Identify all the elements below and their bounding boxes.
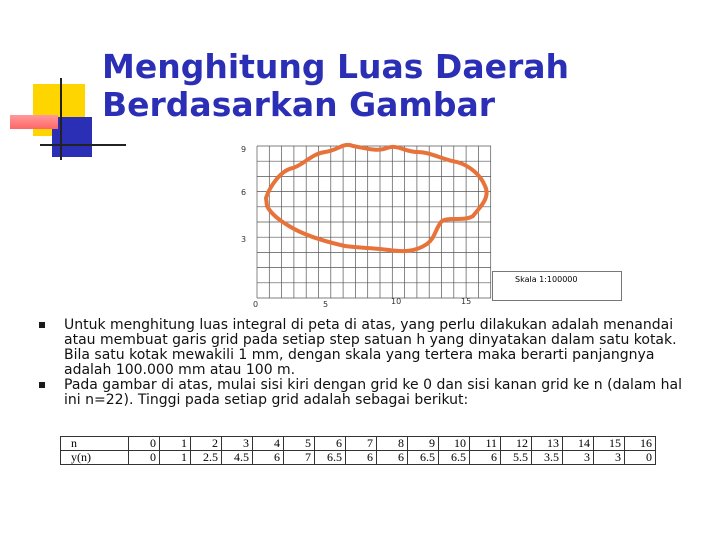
x-tick-15: 15 xyxy=(461,297,472,306)
height-table xyxy=(60,436,656,465)
square-bullet-icon xyxy=(39,382,45,388)
table-cell-n: 13 xyxy=(532,437,563,451)
table-cell-n: 3 xyxy=(222,437,253,451)
table-cell-n: 16 xyxy=(625,437,656,451)
table-cell-n: 15 xyxy=(594,437,625,451)
y-tick-6: 6 xyxy=(241,188,247,197)
table-cell-y: 2.5 xyxy=(191,451,222,465)
table-cell-y: 6 xyxy=(346,451,377,465)
x-tick-0: 0 xyxy=(253,300,259,309)
table-cell-y: 6.5 xyxy=(439,451,470,465)
slide-title-line-1: Menghitung Luas Daerah xyxy=(102,47,570,86)
decor-blue-square xyxy=(52,117,92,157)
table-cell-y: 0 xyxy=(625,451,656,465)
table-cell-y: 4.5 xyxy=(222,451,253,465)
table-cell-n: 14 xyxy=(563,437,594,451)
table-cell-y: 6.5 xyxy=(408,451,439,465)
table-cell-n: 0 xyxy=(129,437,160,451)
scale-box xyxy=(492,271,622,301)
table-cell-y: 7 xyxy=(284,451,315,465)
scale-label: Skala 1:100000 xyxy=(515,275,578,284)
table-cell-y: 1 xyxy=(160,451,191,465)
y-tick-9: 9 xyxy=(241,145,247,154)
table-cell-y: 6.5 xyxy=(315,451,346,465)
table-cell-y: 6 xyxy=(470,451,501,465)
table-cell-n: 8 xyxy=(377,437,408,451)
y-tick-3: 3 xyxy=(241,235,247,244)
table-cell-n: 10 xyxy=(439,437,470,451)
table-row-y xyxy=(61,451,656,465)
table-cell-y: 6 xyxy=(377,451,408,465)
bullet-list xyxy=(38,318,698,408)
table-cell-y: 0 xyxy=(129,451,160,465)
bullet-text: Pada gambar di atas, mulai sisi kiri dengan grid ke 0 dan sisi kanan grid ke n (dalam hal ini n=22). Tinggi pada setiap grid adalah sebagai berikut: xyxy=(64,377,682,408)
decor-vertical-line xyxy=(60,78,62,160)
table-cell-y: 3 xyxy=(594,451,625,465)
table-row-n xyxy=(61,437,656,451)
table-cell-y: 5.5 xyxy=(501,451,532,465)
table-cell-n: 7 xyxy=(346,437,377,451)
decor-red-bar xyxy=(10,115,58,129)
table-cell-n: 5 xyxy=(284,437,315,451)
table-cell-n: 4 xyxy=(253,437,284,451)
bullet-item xyxy=(38,318,698,378)
table-cell-n: 6 xyxy=(315,437,346,451)
slide-title xyxy=(102,48,569,124)
grid-map-figure xyxy=(235,140,495,312)
row-label-y: y(n) xyxy=(61,451,129,465)
table-cell-n: 9 xyxy=(408,437,439,451)
table-cell-n: 12 xyxy=(501,437,532,451)
square-bullet-icon xyxy=(39,322,45,328)
row-label-n: n xyxy=(61,437,129,451)
table-cell-n: 2 xyxy=(191,437,222,451)
table-cell-n: 1 xyxy=(160,437,191,451)
table-cell-y: 3.5 xyxy=(532,451,563,465)
x-tick-10: 10 xyxy=(391,297,402,306)
table-cell-y: 6 xyxy=(253,451,284,465)
bullet-text: Untuk menghitung luas integral di peta di atas, yang perlu dilakukan adalah menandai atau membuat garis grid pada setiap step satuan h yang dinyatakan dalam satu kotak. Bila satu kotak mewakili 1 mm, dengan skala yang tertera maka berarti panjangnya adalah 100.000 mm atau 100 m. xyxy=(64,317,677,378)
table-cell-y: 3 xyxy=(563,451,594,465)
decor-horizontal-line xyxy=(40,144,126,146)
x-tick-5: 5 xyxy=(323,300,329,309)
slide-title-line-2: Berdasarkan Gambar xyxy=(102,85,495,124)
table-cell-n: 11 xyxy=(470,437,501,451)
bullet-item xyxy=(38,378,698,408)
